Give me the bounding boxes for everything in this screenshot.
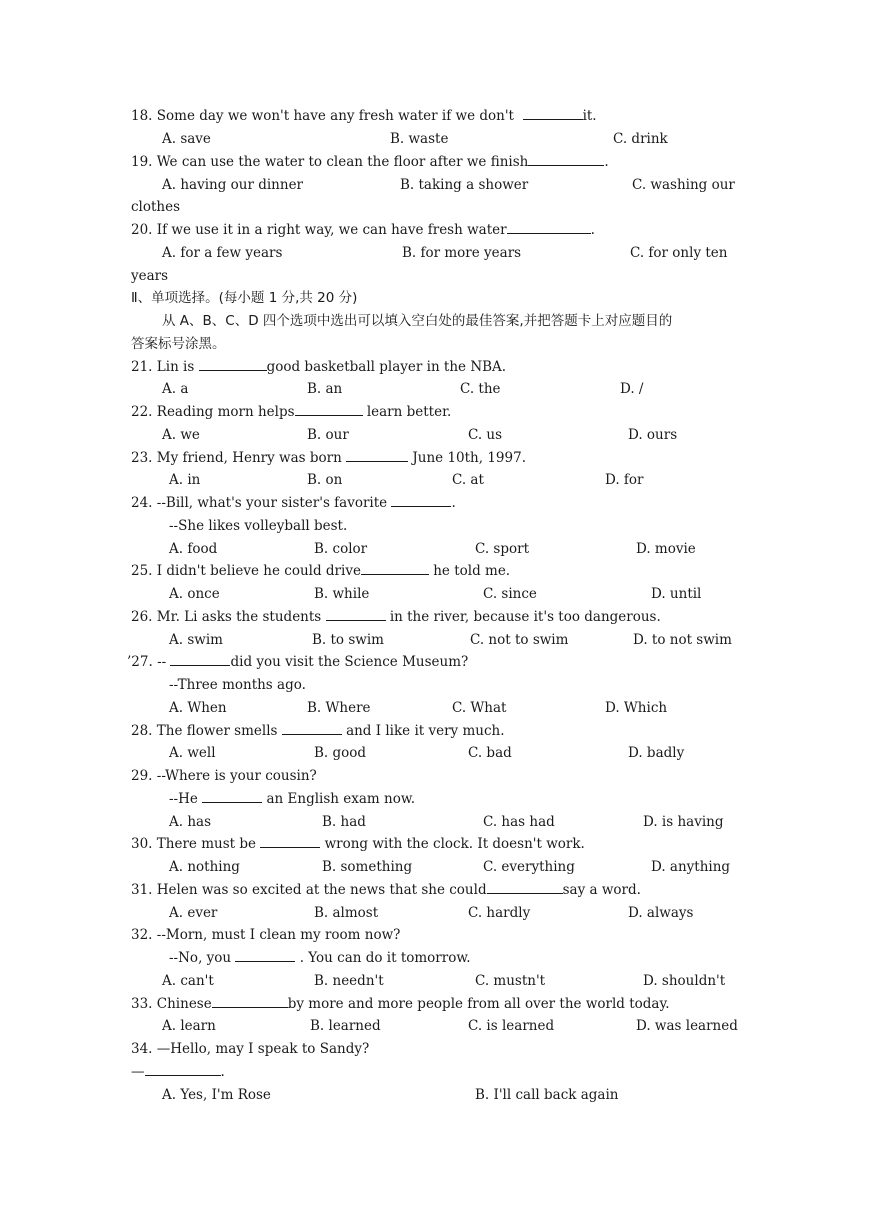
option-d: D. ours <box>628 427 678 443</box>
answer-blank[interactable] <box>507 221 591 234</box>
option-c-continued: clothes <box>131 199 181 215</box>
answer-blank[interactable] <box>145 1063 221 1076</box>
question-26 <box>131 608 661 626</box>
answer-blank[interactable] <box>282 722 342 735</box>
section-instructions-continued: 答案标号涂黑。 <box>131 336 226 352</box>
option-a: A. in <box>169 472 201 488</box>
option-d: D. always <box>628 905 694 921</box>
dialogue-reply <box>169 790 415 808</box>
question-text: Lin is <box>156 359 195 375</box>
option-c: C. us <box>468 427 503 443</box>
option-b: B. on <box>307 472 343 488</box>
question-text: Some day we won't have any fresh water if we don't <box>156 108 514 124</box>
question-number: 28. <box>131 723 153 739</box>
option-c: C. is learned <box>468 1018 555 1034</box>
option-b: B. I'll call back again <box>475 1087 619 1103</box>
question-text: —Hello, may I speak to Sandy? <box>156 1041 370 1057</box>
question-text: . <box>590 222 595 238</box>
question-text: June 10th, 1997. <box>412 450 526 466</box>
section-instructions: 从 A、B、C、D 四个选项中选出可以填入空白处的最佳答案,并把答题卡上对应题目的 <box>162 313 673 329</box>
option-a: A. a <box>162 381 189 397</box>
question-number: 34. <box>131 1041 153 1057</box>
option-a: A. food <box>169 541 218 557</box>
option-c: C. everything <box>483 859 575 875</box>
option-b: B. had <box>322 814 366 830</box>
option-b: B. learned <box>310 1018 381 1034</box>
question-text: My friend, Henry was born <box>156 450 342 466</box>
question-number: 26. <box>131 609 153 625</box>
question-text: and I like it very much. <box>346 723 505 739</box>
question-30 <box>131 835 585 853</box>
question-number: 32. <box>131 927 153 943</box>
question-text: --Bill, what's your sister's favorite <box>156 495 388 511</box>
question-text: . <box>220 1064 225 1080</box>
option-a: A. ever <box>169 905 218 921</box>
option-d: D. badly <box>628 745 685 761</box>
option-c: C. drink <box>613 131 668 147</box>
question-number: 30. <box>131 836 153 852</box>
question-number: 33. <box>131 996 153 1012</box>
question-number: 21. <box>131 359 153 375</box>
question-number: 19. <box>131 154 153 170</box>
question-number: 24. <box>131 495 153 511</box>
question-number: 25. <box>131 563 153 579</box>
option-a: A. has <box>169 814 212 830</box>
question-29 <box>131 767 317 785</box>
question-24 <box>131 494 456 512</box>
answer-blank[interactable] <box>487 881 563 894</box>
option-d: D. was learned <box>636 1018 738 1034</box>
option-c: C. mustn't <box>475 973 546 989</box>
option-d: D. shouldn't <box>643 973 726 989</box>
question-text: good basketball player in the NBA. <box>266 359 507 375</box>
option-d: D. Which <box>605 700 668 716</box>
question-19 <box>131 153 609 171</box>
question-text: he told me. <box>433 563 511 579</box>
question-number: 29. <box>131 768 153 784</box>
question-25 <box>131 562 510 580</box>
option-a: A. save <box>162 131 211 147</box>
option-d: D. anything <box>651 859 731 875</box>
option-c: C. washing our <box>632 177 735 193</box>
option-b: B. our <box>307 427 349 443</box>
option-a: A. well <box>169 745 216 761</box>
question-text: learn better. <box>366 404 452 420</box>
question-text: -- <box>157 654 167 670</box>
option-c: C. since <box>483 586 537 602</box>
question-31 <box>131 881 641 899</box>
option-a: A. having our dinner <box>162 177 304 193</box>
option-c: C. bad <box>468 745 512 761</box>
question-text: If we use it in a right way, we can have fresh water <box>156 222 507 238</box>
option-b: B. needn't <box>314 973 384 989</box>
option-b: B. almost <box>314 905 379 921</box>
answer-blank[interactable] <box>202 790 262 803</box>
question-number: 20. <box>131 222 153 238</box>
answer-blank[interactable] <box>346 449 408 462</box>
question-text: an English exam now. <box>266 791 416 807</box>
question-text: --He <box>169 791 198 807</box>
question-text: in the river, because it's too dangerous. <box>389 609 661 625</box>
option-c: C. What <box>452 700 507 716</box>
question-text: --Where is your cousin? <box>156 768 317 784</box>
answer-blank[interactable] <box>361 562 429 575</box>
option-c: C. the <box>460 381 501 397</box>
question-text: by more and more people from all over the world today. <box>287 996 670 1012</box>
question-text: it. <box>582 108 597 124</box>
question-18 <box>131 107 597 125</box>
question-20 <box>131 221 595 239</box>
option-c: C. for only ten <box>630 245 728 261</box>
question-text: Mr. Li asks the students <box>156 609 322 625</box>
question-number: ’27. <box>127 654 153 670</box>
option-a: A. When <box>169 700 227 716</box>
question-text: There must be <box>156 836 256 852</box>
question-text: . You can do it tomorrow. <box>299 950 471 966</box>
question-number: 22. <box>131 404 153 420</box>
option-b: B. something <box>322 859 413 875</box>
section-heading: Ⅱ、单项选择。(每小题 1 分,共 20 分) <box>131 290 358 306</box>
option-a: A. Yes, I'm Rose <box>162 1087 271 1103</box>
answer-blank[interactable] <box>260 835 320 848</box>
question-text: did you visit the Science Museum? <box>230 654 469 670</box>
option-c: C. sport <box>475 541 530 557</box>
option-d: D. to not swim <box>633 632 732 648</box>
question-34 <box>131 1040 369 1058</box>
question-number: 23. <box>131 450 153 466</box>
option-b: B. color <box>314 541 368 557</box>
answer-blank[interactable] <box>212 995 288 1008</box>
question-23 <box>131 449 526 467</box>
answer-blank[interactable] <box>391 494 451 507</box>
question-text: — <box>131 1064 145 1080</box>
question-27 <box>127 653 468 671</box>
question-21 <box>131 358 506 376</box>
option-a: A. for a few years <box>162 245 283 261</box>
question-28 <box>131 722 505 740</box>
option-c: C. not to swim <box>470 632 569 648</box>
question-text: say a word. <box>562 882 641 898</box>
dialogue-reply: --She likes volleyball best. <box>169 518 348 534</box>
option-c: C. has had <box>483 814 555 830</box>
option-c: C. hardly <box>468 905 531 921</box>
option-b: B. good <box>314 745 367 761</box>
option-d: D. movie <box>636 541 696 557</box>
question-text: . <box>451 495 456 511</box>
option-b: B. while <box>314 586 370 602</box>
option-b: B. Where <box>307 700 371 716</box>
option-b: B. taking a shower <box>400 177 529 193</box>
option-c-continued: years <box>131 268 169 284</box>
question-32 <box>131 926 400 944</box>
dialogue-reply <box>131 1063 225 1081</box>
option-b: B. waste <box>390 131 449 147</box>
question-text: --No, you <box>169 950 232 966</box>
question-text: Chinese <box>156 996 212 1012</box>
question-text: . <box>604 154 609 170</box>
option-a: A. once <box>169 586 220 602</box>
dialogue-reply: --Three months ago. <box>169 677 306 693</box>
answer-blank[interactable] <box>523 107 583 120</box>
option-d: D. is having <box>643 814 724 830</box>
option-b: B. an <box>307 381 343 397</box>
option-a: A. we <box>162 427 200 443</box>
dialogue-reply <box>169 949 471 967</box>
option-d: D. for <box>605 472 644 488</box>
answer-blank[interactable] <box>326 608 386 621</box>
question-33 <box>131 995 670 1013</box>
question-number: 31. <box>131 882 153 898</box>
option-b: B. for more years <box>402 245 522 261</box>
answer-blank[interactable] <box>295 403 363 416</box>
option-c: C. at <box>452 472 484 488</box>
question-text: I didn't believe he could drive <box>156 563 361 579</box>
option-b: B. to swim <box>312 632 384 648</box>
option-a: A. can't <box>162 973 214 989</box>
option-d: D. / <box>620 381 644 397</box>
question-text: wrong with the clock. It doesn't work. <box>324 836 585 852</box>
question-text: The flower smells <box>156 723 278 739</box>
question-text: Helen was so excited at the news that she could <box>156 882 487 898</box>
answer-blank[interactable] <box>199 358 267 371</box>
option-a: A. swim <box>169 632 223 648</box>
question-text: Reading morn helps <box>156 404 295 420</box>
answer-blank[interactable] <box>528 153 604 166</box>
question-text: We can use the water to clean the floor after we finish <box>156 154 529 170</box>
option-d: D. until <box>651 586 702 602</box>
option-a: A. nothing <box>169 859 240 875</box>
answer-blank[interactable] <box>170 653 230 666</box>
question-text: --Morn, must I clean my room now? <box>156 927 401 943</box>
answer-blank[interactable] <box>235 949 295 962</box>
option-a: A. learn <box>162 1018 216 1034</box>
question-number: 18. <box>131 108 153 124</box>
question-22 <box>131 403 451 421</box>
